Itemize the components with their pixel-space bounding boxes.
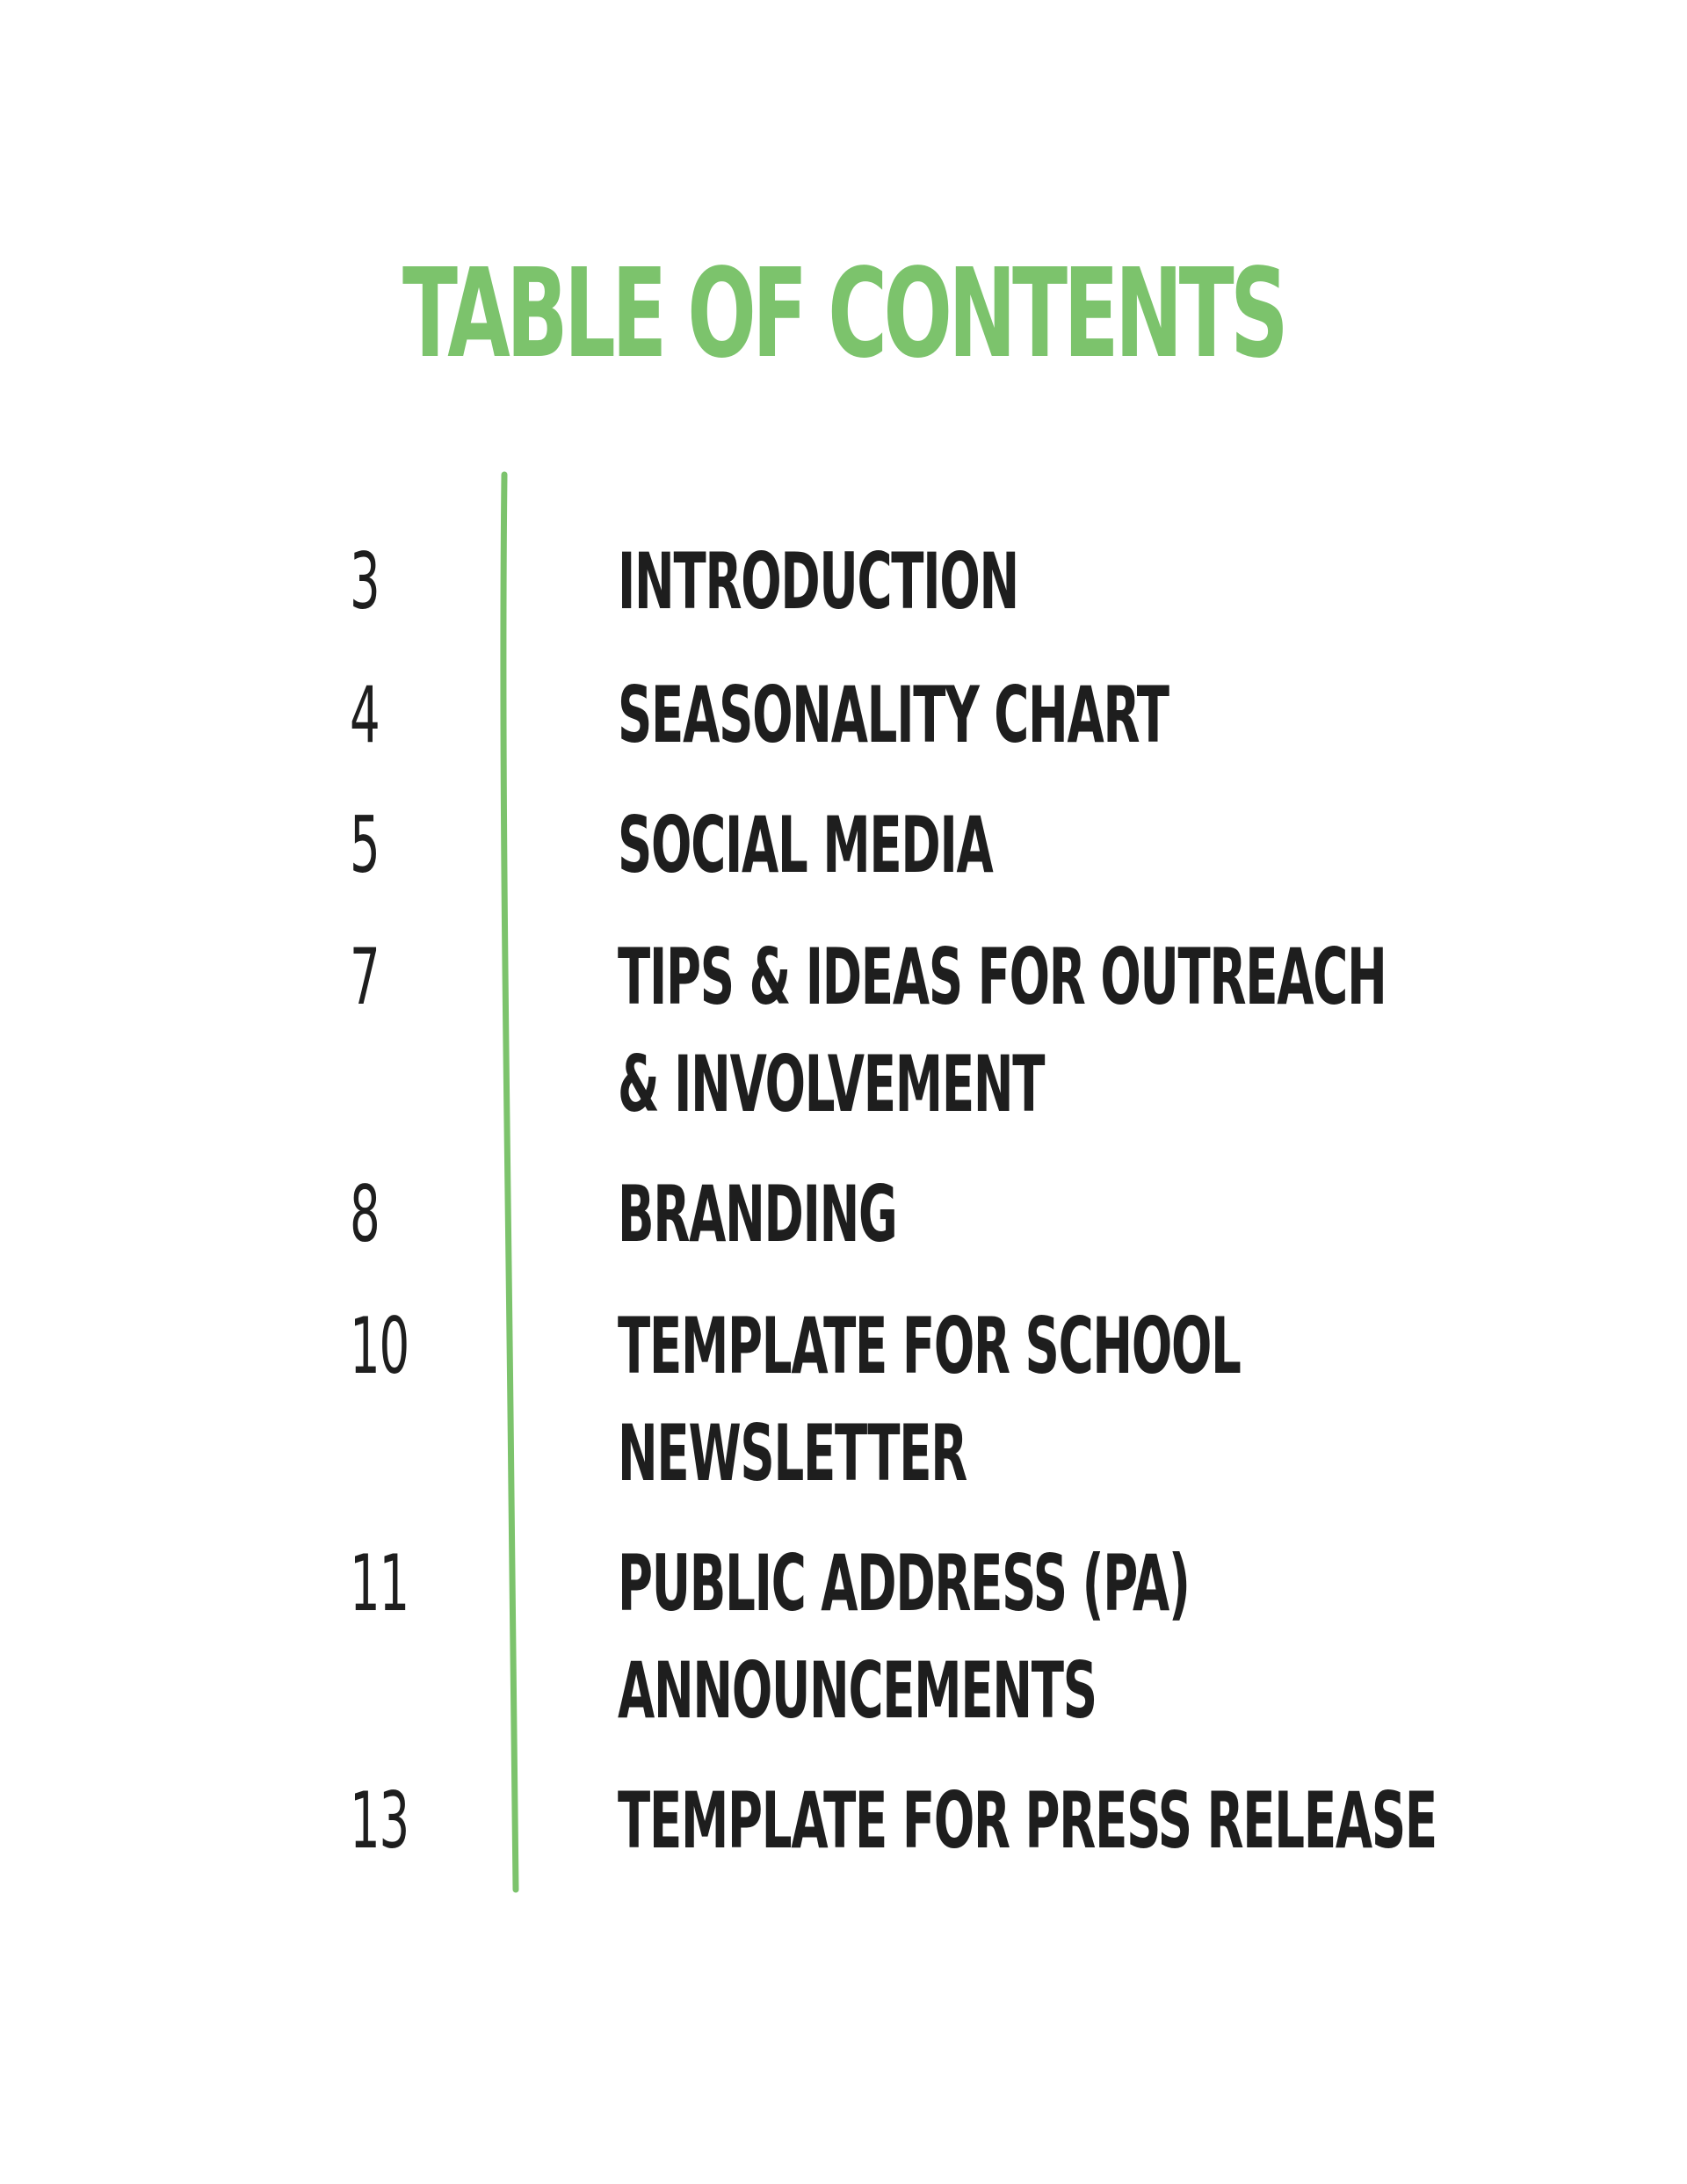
toc-page-number: 5 xyxy=(350,800,380,890)
toc-entry-title: TEMPLATE FOR SCHOOL xyxy=(618,1301,1241,1391)
toc-page-number: 3 xyxy=(350,536,380,627)
toc-page-number: 11 xyxy=(350,1538,409,1629)
toc-entry-title: TEMPLATE FOR PRESS RELEASE xyxy=(618,1775,1437,1866)
toc-entry-title: INTRODUCTION xyxy=(618,536,1018,627)
toc-page-number: 8 xyxy=(350,1169,380,1259)
toc-entry-title: SEASONALITY CHART xyxy=(618,670,1169,760)
toc-page-number: 4 xyxy=(350,670,380,760)
divider-stroke xyxy=(503,475,516,1890)
toc-entry-title: PUBLIC ADDRESS (PA) xyxy=(618,1538,1190,1629)
toc-page-number: 10 xyxy=(350,1301,409,1391)
toc-entry-title: BRANDING xyxy=(618,1169,897,1259)
toc-entry-title: SOCIAL MEDIA xyxy=(618,800,993,890)
toc-entry-title: TIPS & IDEAS FOR OUTREACH xyxy=(618,932,1387,1022)
toc-entry-title-continued: & INVOLVEMENT xyxy=(618,1039,1045,1129)
toc-page-number: 7 xyxy=(350,932,380,1022)
toc-page-number: 13 xyxy=(350,1775,409,1866)
page-title: TABLE OF CONTENTS xyxy=(402,243,1285,386)
toc-entry-title-continued: NEWSLETTER xyxy=(618,1408,967,1498)
toc-entry-title-continued: ANNOUNCEMENTS xyxy=(618,1645,1097,1736)
